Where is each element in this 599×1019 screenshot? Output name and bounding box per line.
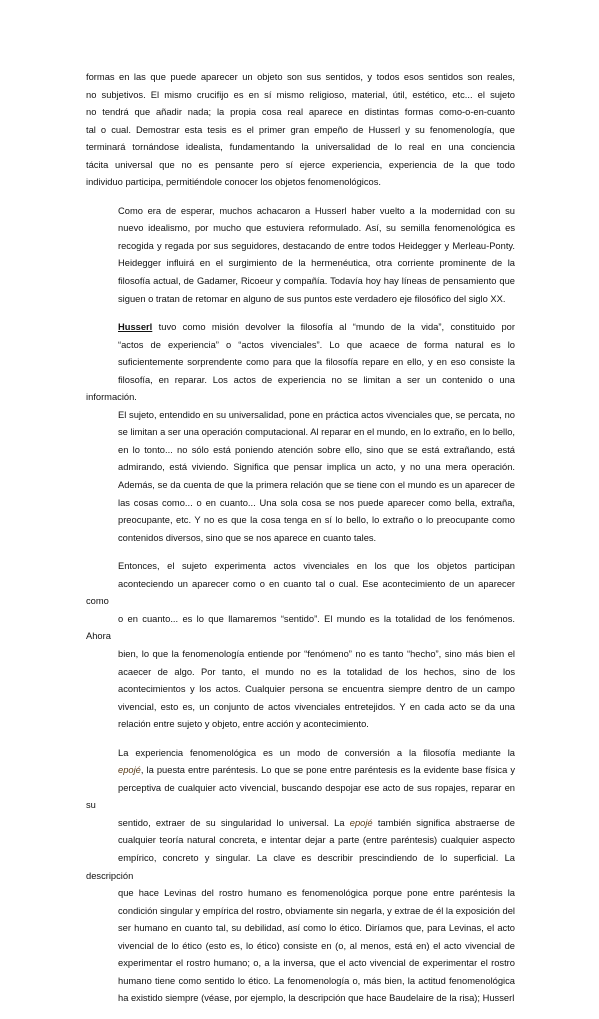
- text-line: filosofía actual, de Gadamer, Ricoeur y compañía. Todavía hoy hay líneas de pensamiento que: [118, 276, 515, 287]
- text-line: Heidegger influirá en el surgimiento de la hermenéutica, otra corriente prominente de la: [118, 258, 515, 269]
- line-text: también significa abstraerse de: [372, 817, 515, 828]
- text-line: ser humano en cuanto tal, su debilidad, así como lo ético. Diríamos que, para Levinas, el acto: [118, 923, 515, 934]
- text-line: bien, lo que la fenomenología entiende por “fenómeno” no es tanto “hecho”, sino más bien el: [118, 648, 515, 659]
- text-line: contenidos diversos, sino que se nos aparece en cuanto tales.: [118, 532, 377, 543]
- highlighted-name: Husserl: [118, 322, 153, 333]
- text-line: relación entre sujeto y objeto, entre acción y acontecimiento.: [118, 719, 369, 730]
- text-line: siguen o tratan de retomar en alguno de sus puntos este verdadero eje filosófico del siglo XX.: [118, 293, 506, 304]
- paragraph: [86, 558, 515, 733]
- line-text: , la puesta entre paréntesis. Lo que se pone entre paréntesis es la evidente base física y: [140, 765, 515, 776]
- text-line: acontecimientos y los actos. Cualquier persona se encuentra siempre dentro de un campo: [118, 684, 515, 695]
- line-text: tuvo como misión devolver la filosofía al “mundo de la vida”, constituido por: [152, 322, 515, 333]
- text-line: nuevo idealismo, por mucho que estuviera reformulado. Así, su semilla fenomenológica es: [118, 223, 515, 234]
- paragraph: [86, 745, 515, 1008]
- text-line: vivencial, esto es, un conjunto de actos vivenciales entretejidos. Y en cada acto se da una: [118, 701, 515, 712]
- text-line: [86, 319, 515, 337]
- text-line: individuo participa, permitiéndole conocer los objetos fenomenológicos.: [86, 177, 382, 188]
- text-line: La experiencia fenomenológica es un modo de conversión a la filosofía mediante la: [118, 747, 515, 758]
- text-line: suficientemente sorprendente como para que la filosofía repare en ello, y en eso consiste la: [118, 357, 515, 368]
- text-line: tácita universal que no es pensante pero sí ejerce experiencia, experiencia de la que todo: [86, 159, 515, 170]
- text-line: se limitan a ser una operación computacional. Al reparar en el mundo, en lo extraño, en lo bello,: [118, 427, 515, 438]
- text-line: filosofía, en reparar. Los actos de experiencia no se limitan a ser un contenido o una información.: [86, 374, 515, 403]
- text-line: cualquier teoría natural concreta, e intentar dejar a parte (entre paréntesis) cualquier aspecto: [118, 835, 515, 846]
- paragraph: [86, 319, 515, 547]
- text-line: ha existido siempre (véase, por ejemplo, la descripción que hace Baudelaire de la risa); Husserl: [118, 993, 515, 1004]
- text-line: condición singular y empírica del rostro, obviamente sin negarla, y extrae de él la exposición del: [118, 905, 515, 916]
- text-line: El sujeto, entendido en su universalidad, pone en práctica actos vivenciales que, se percata, no: [118, 409, 515, 420]
- text-line: [86, 815, 515, 833]
- text-line: [86, 762, 515, 780]
- italic-term: epojé: [349, 817, 373, 828]
- text-line: experimentar el rostro humano; o, a la inversa, que el acto vivencial de experimentar el rostro: [118, 958, 515, 969]
- text-line: perceptiva de cualquier acto vivencial, buscando despojar ese acto de sus ropajes, reparar en su: [86, 782, 515, 811]
- text-line: aconteciendo un aparecer como o en cuanto tal o cual. Ese acontecimiento de un aparecer como: [86, 578, 515, 607]
- line-text: sentido, extraer de su singularidad lo universal. La: [118, 817, 350, 828]
- text-line: preocupante, etc. Y no es que la cosa tenga en sí lo bello, lo extraño o lo preocupante como: [118, 515, 515, 526]
- text-line: vivencial de lo ético (esto es, lo ético) consiste en (o, al menos, está en) el acto vivencial de: [118, 940, 515, 951]
- text-line: recogida y regada por sus seguidores, destacando de entre todos Heidegger y Merleau-Ponty.: [118, 240, 515, 251]
- italic-term: epojé: [118, 765, 141, 776]
- text-line: tal o cual. Demostrar esta tesis es el primer gran empeño de Husserl y su fenomenología, que: [86, 124, 515, 135]
- text-line: no tendrá que añadir nada; la propia cosa real aparece en distintas formas como-o-en-cuanto: [86, 107, 515, 118]
- text-line: “actos de experiencia” o “actos vivenciales”. Lo que acaece de forma natural es lo: [118, 339, 515, 350]
- text-line: Además, se da cuenta de que la primera relación que se tiene con el mundo es un aparecer de: [118, 480, 515, 491]
- text-line: las cosas como... o en cuanto... Una sola cosa se nos puede aparecer como bella, extraña,: [118, 497, 515, 508]
- document-page: [86, 69, 515, 1019]
- paragraph: [86, 69, 515, 192]
- text-line: no subjetivos. El mismo crucifijo es en sí mismo religioso, material, útil, estético, etc... el sujeto: [86, 89, 515, 100]
- paragraph: [86, 203, 515, 308]
- text-line: en lo tonto... no sólo está poniendo atención sobre ello, sino que se está extrañando, está: [118, 444, 515, 455]
- text-line: formas en las que puede aparecer un objeto son sus sentidos, y todos esos sentidos son reales,: [86, 72, 515, 82]
- text-line: terminará tornándose idealista, fundamentando la universalidad de lo real en una conciencia: [86, 142, 515, 153]
- text-line: que hace Levinas del rostro humano es fenomenológica porque pone entre paréntesis la: [118, 888, 515, 899]
- text-line: empírico, concreto y singular. La clave es describir prescindiendo de lo superficial. La descripción: [86, 852, 515, 881]
- text-line: humano tiene como sentido lo ético. La fenomenología o, más bien, la actitud fenomenológica: [118, 975, 515, 986]
- text-line: o en cuanto... es lo que llamaremos “sentido”. El mundo es la totalidad de los fenómenos. Ahora: [86, 613, 515, 642]
- text-line: Como era de esperar, muchos achacaron a Husserl haber vuelto a la modernidad con su: [118, 205, 515, 216]
- text-line: admirando, está viviendo. Significa que pensar implica un acto, y no una mera operación.: [118, 462, 515, 473]
- text-line: Entonces, el sujeto experimenta actos vivenciales en los que los objetos participan: [118, 561, 515, 572]
- text-line: acaecer de algo. Por tanto, el mundo no es la totalidad de los hechos, sino de los: [118, 666, 515, 677]
